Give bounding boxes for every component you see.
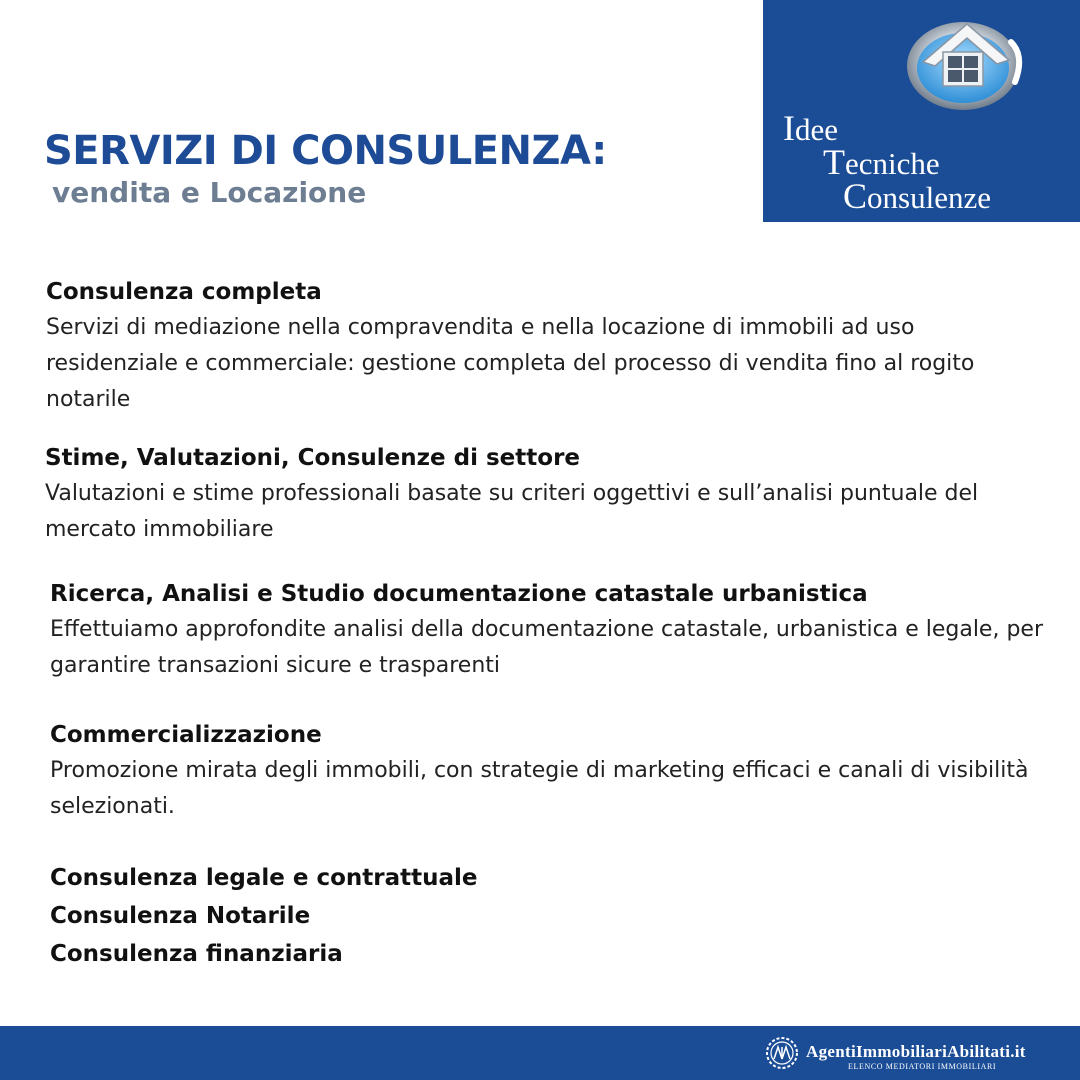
extra-service-item: Consulenza Notarile [50,903,311,929]
aia-seal-icon [765,1036,799,1070]
logo-text: dee [795,112,839,147]
extra-services-list [50,859,478,973]
extra-service-item: Consulenza legale e contrattuale [50,865,478,891]
service-item [46,274,1046,418]
page-subtitle: vendita e Locazione [52,176,367,209]
service-description: Effettuiamo approfondite analisi della documentazione catastale, urbanistica e legale, per garantire transazioni sicure e trasparenti [50,617,1043,678]
logo-text: onsulenze [867,180,991,215]
page-title: SERVIZI DI CONSULENZA: [44,128,607,174]
service-title: Stime, Valutazioni, Consulenze di settore [45,445,581,471]
service-title: Commercializzazione [50,722,322,748]
logo-initial: C [843,176,868,216]
logo-initial: I [783,108,795,148]
service-title: Ricerca, Analisi e Studio documentazione catastale urbanistica [50,581,868,607]
service-title: Consulenza completa [46,279,322,305]
service-item [50,717,1050,825]
logo-text: ecniche [845,146,940,181]
company-logo [763,0,1080,222]
service-description: Servizi di mediazione nella compravendita e nella locazione di immobili ad uso residenziale e commerciale: gestione completa del processo di vendita fino al rogito notarile [46,315,975,412]
footer-site-name: AgentiImmobiliariAbilitati.it [806,1042,1026,1061]
extra-service-item: Consulenza finanziaria [50,941,343,967]
logo-initial: T [823,142,845,182]
service-description: Promozione mirata degli immobili, con strategie di marketing efficaci e canali di visibilità selezionati. [50,758,1029,819]
footer-tagline: ELENCO MEDIATORI IMMOBILIARI [848,1062,997,1071]
service-item [45,440,1045,548]
house-window-icon [893,6,1043,116]
logo-wordmark [783,108,991,216]
service-item [50,576,1050,684]
service-description: Valutazioni e stime professionali basate su criteri oggettivi e sull’analisi puntuale del mercato immobiliare [45,481,979,542]
footer-bar [0,1026,1080,1080]
